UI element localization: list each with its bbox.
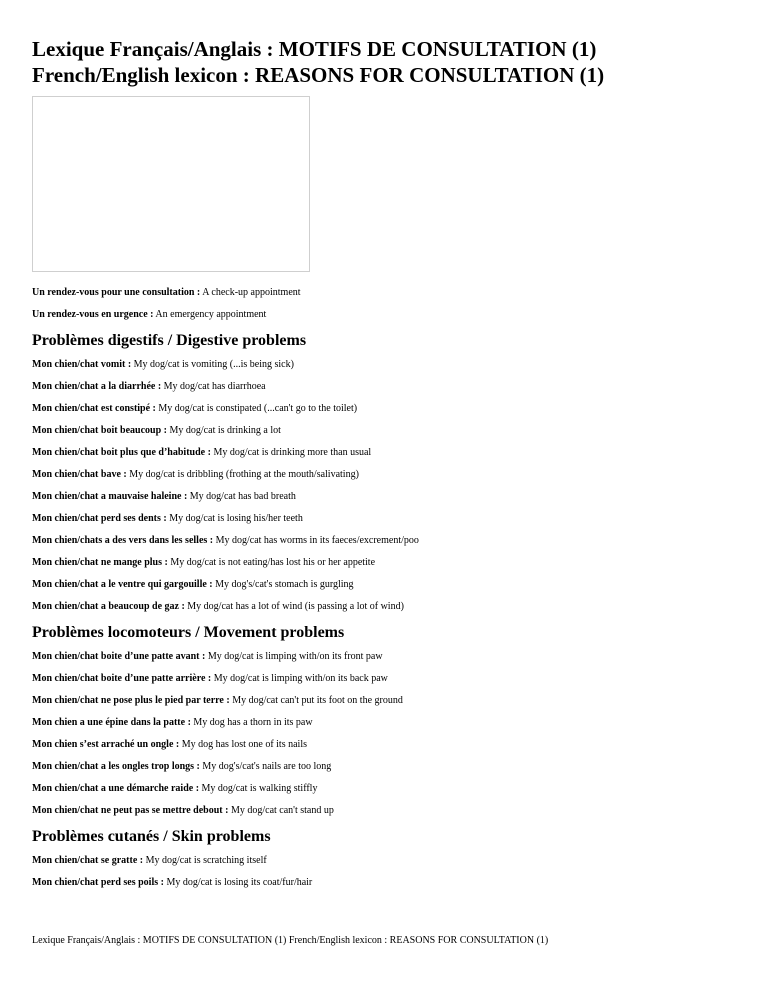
title-line-english: French/English lexicon : REASONS FOR CONSULTATION (1) bbox=[32, 63, 605, 87]
entry-french: Un rendez-vous pour une consultation : bbox=[32, 287, 201, 298]
entry-english: My dog/cat can't put its foot on the ground bbox=[229, 695, 403, 706]
lexicon-entry bbox=[32, 600, 752, 613]
image-placeholder bbox=[32, 96, 310, 272]
lexicon-entry bbox=[32, 490, 752, 503]
entry-english: A check-up appointment bbox=[200, 287, 301, 298]
lexicon-entry bbox=[32, 578, 752, 591]
entry-french: Mon chien/chat est constipé : bbox=[32, 403, 156, 414]
entry-english: My dog/cat is scratching itself bbox=[143, 855, 267, 866]
lexicon-content bbox=[32, 286, 752, 898]
entry-french: Mon chien/chat bave : bbox=[32, 469, 127, 480]
entry-english: My dog has lost one of its nails bbox=[179, 739, 307, 750]
entry-english: My dog/cat is drinking more than usual bbox=[210, 447, 372, 458]
lexicon-entry bbox=[32, 512, 752, 525]
lexicon-entry bbox=[32, 760, 752, 773]
lexicon-entry bbox=[32, 854, 752, 867]
entry-french: Mon chien/chat se gratte : bbox=[32, 855, 144, 866]
lexicon-entry bbox=[32, 380, 752, 393]
lexicon-entry bbox=[32, 308, 752, 321]
lexicon-entry bbox=[32, 738, 752, 751]
entry-french: Mon chien/chat a les ongles trop longs : bbox=[32, 761, 200, 772]
entry-french: Mon chien/chat ne pose plus le pied par terre : bbox=[32, 695, 230, 706]
entry-french: Mon chien/chat a une démarche raide : bbox=[32, 783, 200, 794]
lexicon-entry bbox=[32, 534, 752, 547]
lexicon-entry bbox=[32, 424, 752, 437]
section-heading-movement: Problèmes locomoteurs / Movement problems bbox=[32, 624, 345, 641]
lexicon-entry bbox=[32, 694, 752, 707]
entry-english: My dog/cat has worms in its faeces/excrement/poo bbox=[213, 535, 419, 546]
lexicon-entry bbox=[32, 468, 752, 481]
entry-english: My dog/cat is limping with/on its back paw bbox=[211, 673, 388, 684]
entry-english: My dog/cat has bad breath bbox=[187, 491, 296, 502]
lexicon-entry bbox=[32, 446, 752, 459]
entry-english: My dog/cat is losing its coat/fur/hair bbox=[163, 877, 313, 888]
entry-english: My dog/cat is limping with/on its front paw bbox=[205, 651, 383, 662]
section-heading-skin: Problèmes cutanés / Skin problems bbox=[32, 828, 271, 845]
entry-english: My dog/cat has diarrhoea bbox=[161, 381, 266, 392]
entry-french: Mon chien/chats a des vers dans les selles : bbox=[32, 535, 214, 546]
entry-french: Mon chien/chat perd ses poils : bbox=[32, 877, 164, 888]
lexicon-entry bbox=[32, 650, 752, 663]
page-title bbox=[32, 36, 752, 88]
entry-english: My dog/cat is drinking a lot bbox=[167, 425, 281, 436]
entry-english: My dog's/cat's nails are too long bbox=[199, 761, 332, 772]
entry-french: Mon chien/chat a beaucoup de gaz : bbox=[32, 601, 185, 612]
lexicon-entry bbox=[32, 358, 752, 371]
lexicon-entry bbox=[32, 556, 752, 569]
lexicon-entry bbox=[32, 402, 752, 415]
entry-french: Mon chien/chat perd ses dents : bbox=[32, 513, 167, 524]
entry-french: Mon chien a une épine dans la patte : bbox=[32, 717, 191, 728]
entry-english: My dog/cat is constipated (...can't go to the toilet) bbox=[155, 403, 358, 414]
entry-french: Mon chien/chat ne mange plus : bbox=[32, 557, 168, 568]
lexicon-entry bbox=[32, 672, 752, 685]
entry-french: Mon chien/chat ne peut pas se mettre debout : bbox=[32, 805, 229, 816]
lexicon-entry bbox=[32, 782, 752, 795]
entry-english: My dog/cat is not eating/has lost his or her appetite bbox=[167, 557, 376, 568]
section-heading-digestive: Problèmes digestifs / Digestive problems bbox=[32, 332, 307, 349]
entry-english: My dog has a thorn in its paw bbox=[190, 717, 313, 728]
page-footer: Lexique Français/Anglais : MOTIFS DE CONSULTATION (1) French/English lexicon : REASONS FOR CONSULTATION (1) bbox=[32, 935, 549, 946]
lexicon-entry bbox=[32, 716, 752, 729]
entry-french: Mon chien/chat a le ventre qui gargouille : bbox=[32, 579, 213, 590]
entry-french: Mon chien s’est arraché un ongle : bbox=[32, 739, 180, 750]
title-line-french: Lexique Français/Anglais : MOTIFS DE CONSULTATION (1) bbox=[32, 37, 597, 61]
entry-french: Mon chien/chat a la diarrhée : bbox=[32, 381, 162, 392]
entry-english: My dog/cat is walking stiffly bbox=[199, 783, 318, 794]
entry-french: Mon chien/chat boit plus que d’habitude : bbox=[32, 447, 211, 458]
entry-english: My dog/cat has a lot of wind (is passing a lot of wind) bbox=[184, 601, 404, 612]
entry-french: Mon chien/chat a mauvaise haleine : bbox=[32, 491, 188, 502]
lexicon-entry bbox=[32, 876, 752, 889]
lexicon-entry bbox=[32, 286, 752, 299]
entry-english: My dog's/cat's stomach is gurgling bbox=[212, 579, 354, 590]
lexicon-entry bbox=[32, 804, 752, 817]
entry-french: Mon chien/chat vomit : bbox=[32, 359, 132, 370]
entry-english: My dog/cat can't stand up bbox=[228, 805, 334, 816]
entry-english: An emergency appointment bbox=[153, 309, 267, 320]
entry-french: Mon chien/chat boite d’une patte avant : bbox=[32, 651, 206, 662]
entry-french: Mon chien/chat boite d’une patte arrière : bbox=[32, 673, 212, 684]
entry-english: My dog/cat is vomiting (...is being sick) bbox=[131, 359, 294, 370]
entry-english: My dog/cat is dribbling (frothing at the mouth/salivating) bbox=[126, 469, 359, 480]
entry-english: My dog/cat is losing his/her teeth bbox=[166, 513, 303, 524]
entry-french: Un rendez-vous en urgence : bbox=[32, 309, 154, 320]
entry-french: Mon chien/chat boit beaucoup : bbox=[32, 425, 168, 436]
